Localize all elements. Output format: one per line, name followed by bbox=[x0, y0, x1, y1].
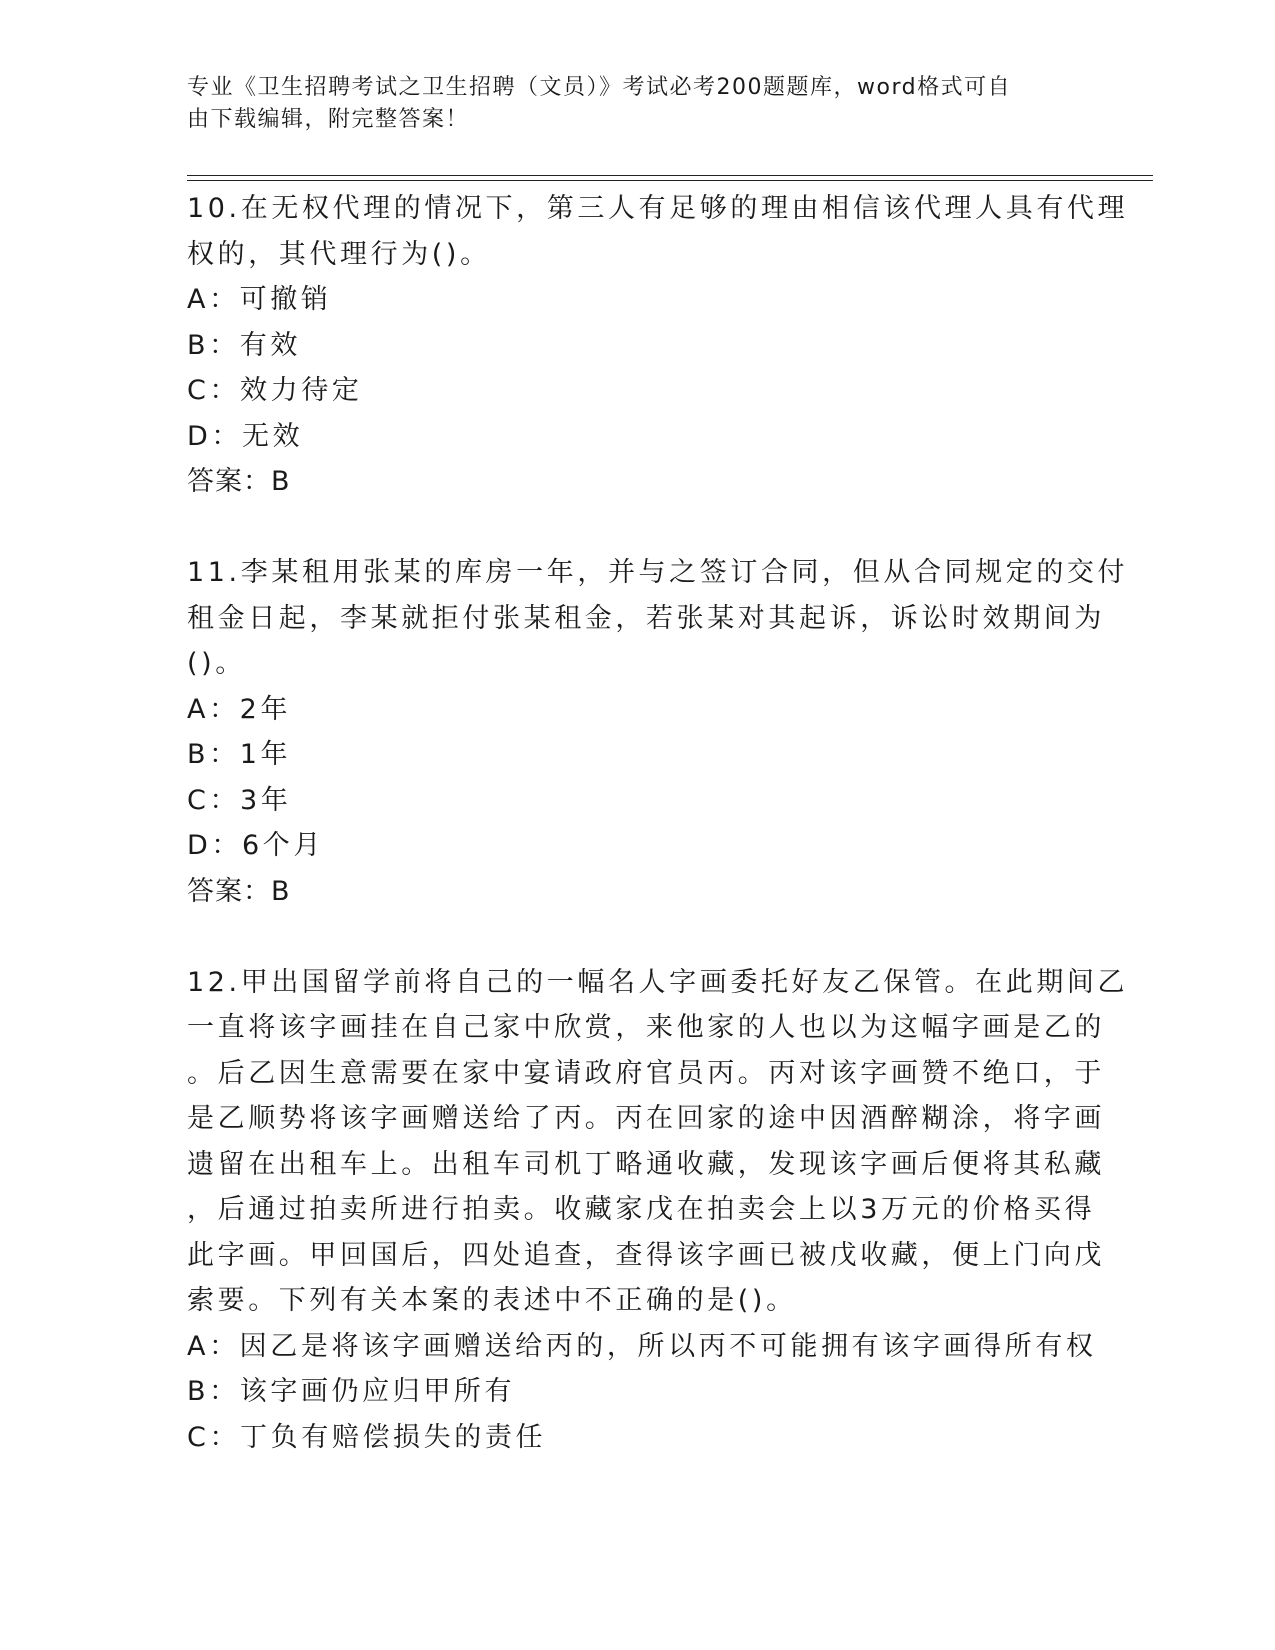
header-line-2: 由下载编辑，附完整答案！ bbox=[187, 107, 470, 132]
option-a: A：因乙是将该字画赠送给丙的，所以丙不可能拥有该字画得所有权 bbox=[187, 1330, 1097, 1362]
question-stem-line: 是乙顺势将该字画赠送给了丙。丙在回家的途中因酒醉糊涂，将字画 bbox=[187, 1103, 1105, 1134]
question-stem-line: 此字画。甲回国后，四处追查，查得该字画已被戊收藏，便上门向戊 bbox=[187, 1239, 1105, 1271]
option-c: C：3年 bbox=[187, 784, 292, 816]
question-gap bbox=[187, 914, 1087, 960]
option-c: C：丁负有赔偿损失的责任 bbox=[187, 1421, 547, 1453]
question-stem-line: ()。 bbox=[187, 648, 246, 679]
answer-line: 答案：B bbox=[187, 875, 291, 907]
question-stem-line: 遗留在出租车上。出租车司机丁略通收藏，发现该字画后便将其私藏 bbox=[187, 1148, 1105, 1180]
question-11 bbox=[187, 550, 1129, 914]
question-stem-line: 12.甲出国留学前将自己的一幅名人字画委托好友乙保管。在此期间乙 bbox=[187, 966, 1129, 998]
option-b: B：1年 bbox=[187, 739, 292, 770]
option-a: A：可撤销 bbox=[187, 284, 332, 315]
option-d: D：无效 bbox=[187, 420, 304, 452]
option-b: B：有效 bbox=[187, 329, 301, 361]
document-header bbox=[187, 72, 1067, 136]
header-line-1: 专业《卫生招聘考试之卫生招聘（文员）》考试必考200题题库，word格式可自 bbox=[187, 75, 1012, 100]
question-stem-line: 索要。下列有关本案的表述中不正确的是()。 bbox=[187, 1285, 797, 1316]
question-stem-line: 一直将该字画挂在自己家中欣赏，来他家的人也以为这幅字画是乙的 bbox=[187, 1012, 1105, 1043]
option-b: B：该字画仍应归甲所有 bbox=[187, 1376, 516, 1407]
option-c: C：效力待定 bbox=[187, 375, 363, 406]
option-a: A：2年 bbox=[187, 693, 292, 725]
question-gap bbox=[187, 505, 1087, 551]
question-stem-line: 权的，其代理行为()。 bbox=[187, 238, 491, 270]
question-list bbox=[187, 186, 1129, 1460]
option-d: D：6个月 bbox=[187, 830, 324, 861]
answer-line: 答案：B bbox=[187, 466, 291, 497]
header-double-rule bbox=[187, 175, 1153, 181]
question-stem-line: 租金日起，李某就拒付张某租金，若张某对其起诉，诉讼时效期间为 bbox=[187, 602, 1105, 634]
question-10 bbox=[187, 186, 1129, 505]
question-stem-line: 11.李某租用张某的库房一年，并与之签订合同，但从合同规定的交付 bbox=[187, 557, 1129, 588]
question-stem-line: 10.在无权代理的情况下，第三人有足够的理由相信该代理人具有代理 bbox=[187, 193, 1129, 224]
question-12 bbox=[187, 960, 1129, 1461]
question-stem-line: 。后乙因生意需要在家中宴请政府官员丙。丙对该字画赞不绝口，于 bbox=[187, 1057, 1105, 1089]
question-stem-line: ，后通过拍卖所进行拍卖。收藏家戊在拍卖会上以3万元的价格买得 bbox=[187, 1194, 1096, 1225]
